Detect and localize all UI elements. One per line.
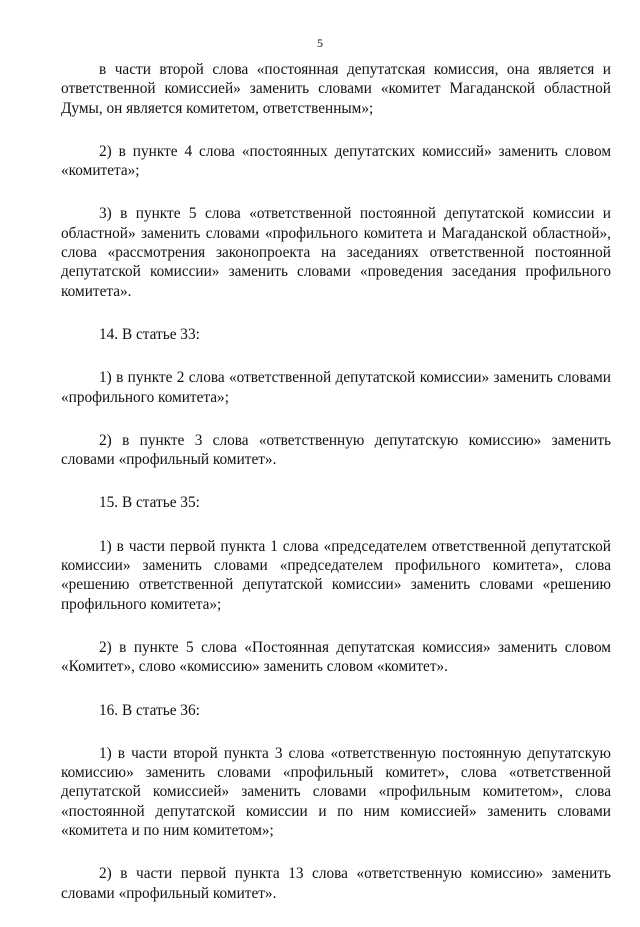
paragraph-item-4: 2) в пункте 4 слова «постоянных депутатских комиссий» заменить словом «комитета»; — [61, 142, 611, 180]
section-heading-article-35: 15. В статье 35: — [99, 494, 200, 512]
page-number: 5 — [317, 36, 323, 50]
paragraph-item-5: 3) в пункте 5 слова «ответственной постоянной депутатской комиссии и областной» заменить словами «профильного комитета и Магаданской областной», слова «рассмотрения законопроекта на заседаниях ответственной постоянной депутатской комиссии» заменить словами «проведения заседания профильного комитета». — [61, 205, 611, 300]
paragraph-article-35-item-2: 2) в пункте 5 слова «Постоянная депутатская комиссия» заменить словом «Комитет», слово «комиссию» заменить словом «комитет». — [61, 638, 611, 676]
paragraph-article-33-item-2: 1) в пункте 2 слова «ответственной депутатской комиссии» заменить словами «профильного комитета»; — [61, 369, 611, 406]
document-body — [61, 60, 611, 927]
paragraph-amendment-part-two: в части второй слова «постоянная депутатская комиссия, она является и ответственной комиссией» заменить словами «комитет Магаданской областной Думы, он является комитетом, ответственным»; — [61, 61, 611, 117]
paragraph-article-36-item-2: 2) в части первой пункта 13 слова «ответственную комиссию» заменить словами «профильный комитет». — [61, 865, 611, 902]
section-heading-article-36: 16. В статье 36: — [99, 701, 200, 719]
paragraph-article-36-item-1: 1) в части второй пункта 3 слова «ответственную постоянную депутатскую комиссию» заменить словами «профильный комитет», слова «ответственной депутатской комиссией» заменить словами «профильным комитетом», слова «постоянной депутатской комиссии и по ним комиссией» заменить словами «комитета и по ним комитетом»; — [61, 744, 611, 840]
paragraph-article-33-item-3: 2) в пункте 3 слова «ответственную депутатскую комиссию» заменить словами «профильный комитет». — [61, 431, 611, 469]
paragraph-article-35-item-1: 1) в части первой пункта 1 слова «председателем ответственной депутатской комиссии» заменить словами «председателем профильного комитета», слова «решению ответственной депутатской комиссии» заменить словами «решению профильного комитета»; — [61, 537, 611, 613]
section-heading-article-33: 14. В статье 33: — [99, 325, 200, 343]
